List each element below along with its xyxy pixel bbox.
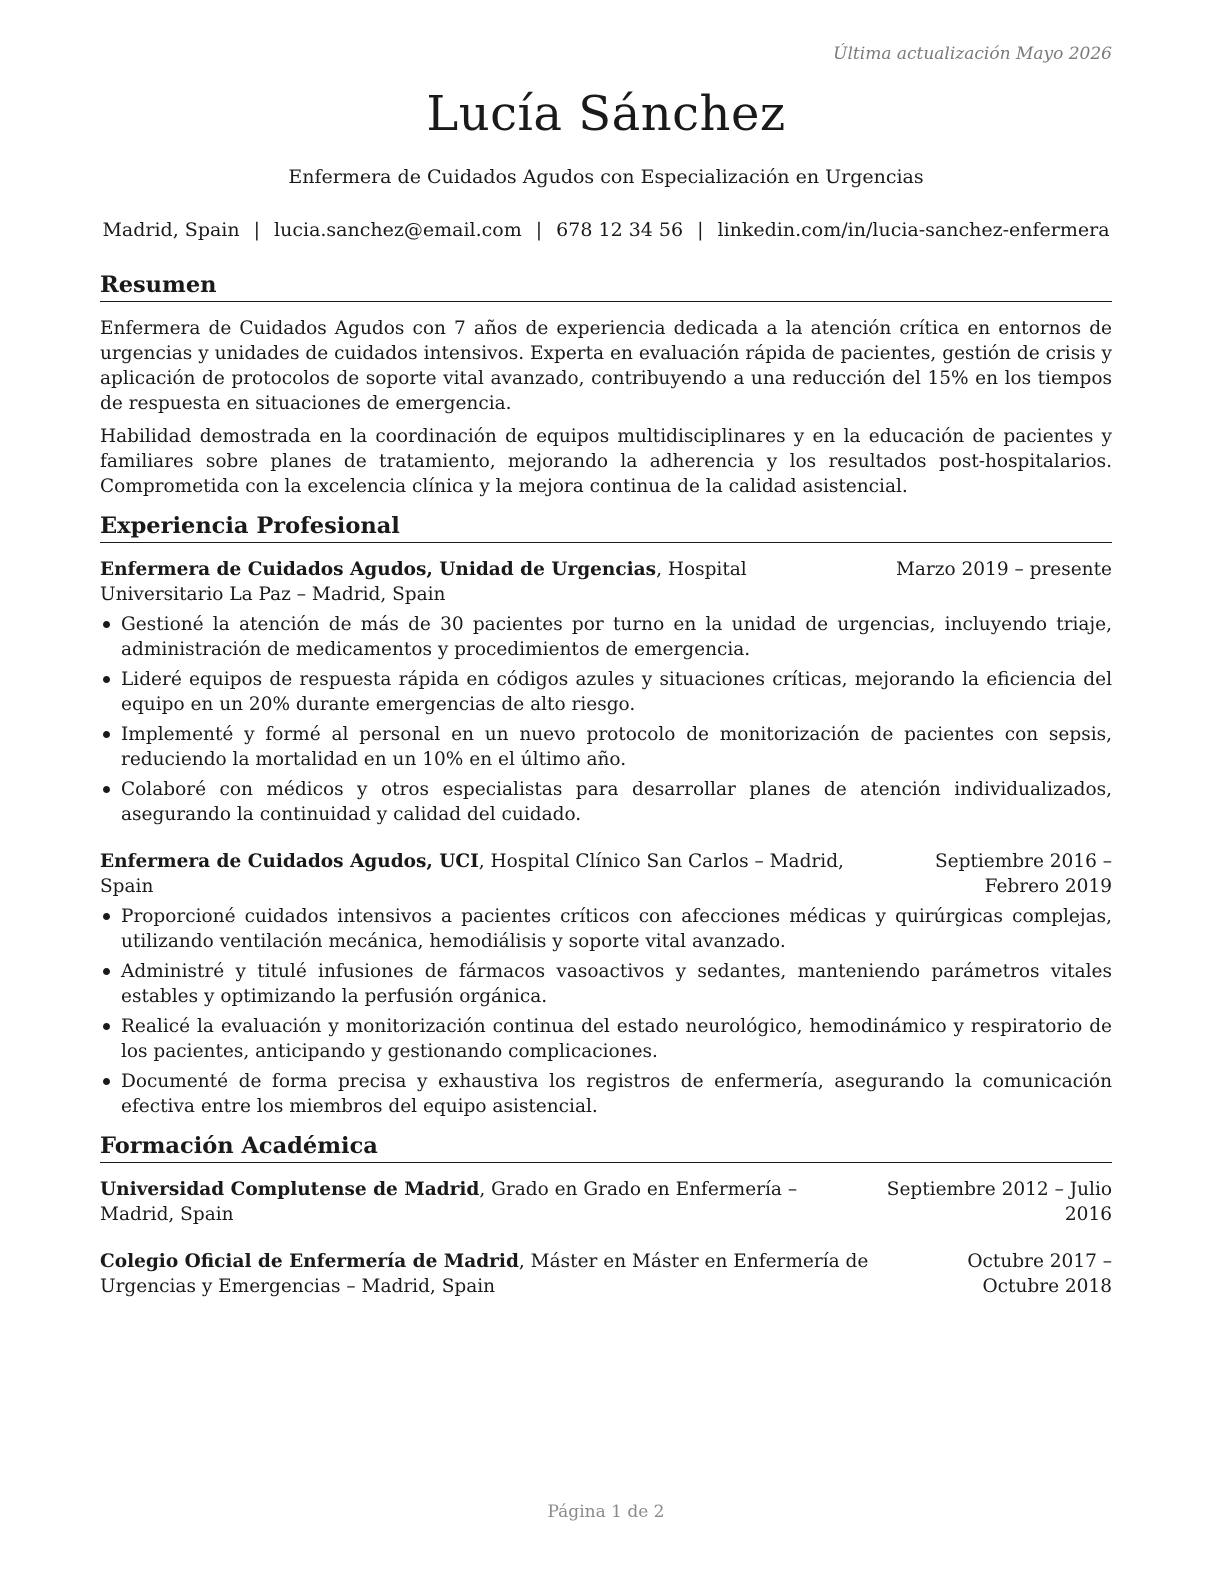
contact-separator: |: [535, 219, 543, 241]
list-item: Lideré equipos de respuesta rápida en códigos azules y situaciones críticas, mejorando la eficiencia del equipo en un 20% durante emergencias de alto riesgo.: [100, 667, 1112, 717]
education-title-line: [100, 1177, 874, 1227]
job-dates: Septiembre 2016 – Febrero 2019: [934, 851, 1112, 897]
list-item: Implementé y formé al personal en un nuevo protocolo de monitorización de pacientes con sepsis, reduciendo la mortalidad en un 10% en el último año.: [100, 722, 1112, 772]
list-item: Gestioné la atención de más de 30 pacientes por turno en la unidad de urgencias, incluyendo triaje, administración de medicamentos y procedimientos de emergencia.: [100, 612, 1112, 662]
education-entry: [100, 1249, 1112, 1299]
education-title-line: [100, 1249, 952, 1299]
education-dates: Octubre 2017 – Octubre 2018: [967, 1251, 1112, 1297]
list-item: Administré y titulé infusiones de fármacos vasoactivos y sedantes, manteniendo parámetros vitales estables y optimizando la perfusión orgánica.: [100, 959, 1112, 1009]
page-number: Página 1 de 2: [547, 1502, 665, 1522]
contact-separator: |: [697, 219, 704, 241]
job-entry: [100, 849, 1112, 1119]
list-item: Proporcioné cuidados intensivos a pacientes críticos con afecciones médicas y quirúrgicas complejas, utilizando ventilación mecánica, hemodiálisis y soporte vital avanzado.: [100, 904, 1112, 954]
contact-separator: |: [253, 219, 261, 241]
list-item: Realicé la evaluación y monitorización continua del estado neurológico, hemodinámico y respiratorio de los pacientes, anticipando y gestionando complicaciones.: [100, 1014, 1112, 1064]
summary-paragraph: Habilidad demostrada en la coordinación de equipos multidisciplinares y en la educación de pacientes y familiares sobre planes de tratamiento, mejorando la adherencia y los resultados post-hospitalarios. Comprometida con la excelencia clínica y la mejora continua de la calidad asistencial.: [100, 426, 1112, 497]
candidate-name: Lucía Sánchez: [426, 86, 786, 142]
job-header: [100, 849, 1112, 899]
contact-email[interactable]: lucia.sanchez@email.com: [274, 219, 522, 241]
job-header: [100, 557, 1112, 607]
contact-location: Madrid, Spain: [102, 219, 240, 241]
job-place: , Hospital Clínico San Carlos – Madrid, Spain: [100, 851, 844, 897]
contact-line: [100, 219, 1112, 241]
contact-linkedin[interactable]: linkedin.com/in/lucia-sanchez-enfermera: [717, 219, 1110, 241]
contact-phone: 678 12 34 56: [556, 219, 684, 241]
job-dates: Marzo 2019 – presente: [895, 559, 1112, 580]
summary-section: [100, 270, 1112, 499]
job-role: Enfermera de Cuidados Agudos, UCI: [100, 851, 479, 872]
summary-heading: Resumen: [100, 270, 1112, 302]
list-item: Documenté de forma precisa y exhaustiva los registros de enfermería, asegurando la comunicación efectiva entre los miembros del equipo asistencial.: [100, 1069, 1112, 1119]
resume-page: [100, 0, 1112, 1584]
job-bullets: [100, 904, 1112, 1119]
resume-body: [100, 270, 1112, 1311]
job-bullets: [100, 612, 1112, 827]
job-role: Enfermera de Cuidados Agudos, Unidad de Urgencias: [100, 559, 657, 580]
education-institution: Universidad Complutense de Madrid: [100, 1179, 480, 1200]
last-updated: Última actualización Mayo 2026: [833, 44, 1112, 64]
education-institution: Colegio Oficial de Enfermería de Madrid: [100, 1251, 519, 1272]
job-title-line: [100, 557, 896, 607]
candidate-headline: Enfermera de Cuidados Agudos con Especialización en Urgencias: [288, 166, 924, 188]
experience-section: [100, 511, 1112, 1119]
education-section: [100, 1131, 1112, 1299]
education-entry: [100, 1177, 1112, 1227]
education-degree: , Máster en Máster en Enfermería de Urgencias y Emergencias – Madrid, Spain: [100, 1251, 869, 1297]
experience-heading: Experiencia Profesional: [100, 511, 1112, 543]
job-entry: [100, 557, 1112, 827]
education-heading: Formación Académica: [100, 1131, 1112, 1163]
education-dates: Septiembre 2012 – Julio 2016: [886, 1179, 1112, 1225]
summary-paragraph: Enfermera de Cuidados Agudos con 7 años de experiencia dedicada a la atención crítica en entornos de urgencias y unidades de cuidados intensivos. Experta en evaluación rápida de pacientes, gestión de crisis y aplicación de protocolos de soporte vital avanzado, contribuyendo a una reducción del 15% en los tiempos de respuesta en situaciones de emergencia.: [100, 318, 1112, 414]
job-title-line: [100, 849, 874, 899]
job-place: , Hospital Universitario La Paz – Madrid, Spain: [100, 559, 747, 605]
education-degree: , Grado en Grado en Enfermería – Madrid, Spain: [100, 1179, 798, 1225]
list-item: Colaboré con médicos y otros especialistas para desarrollar planes de atención individualizados, asegurando la continuidad y calidad del cuidado.: [100, 777, 1112, 827]
